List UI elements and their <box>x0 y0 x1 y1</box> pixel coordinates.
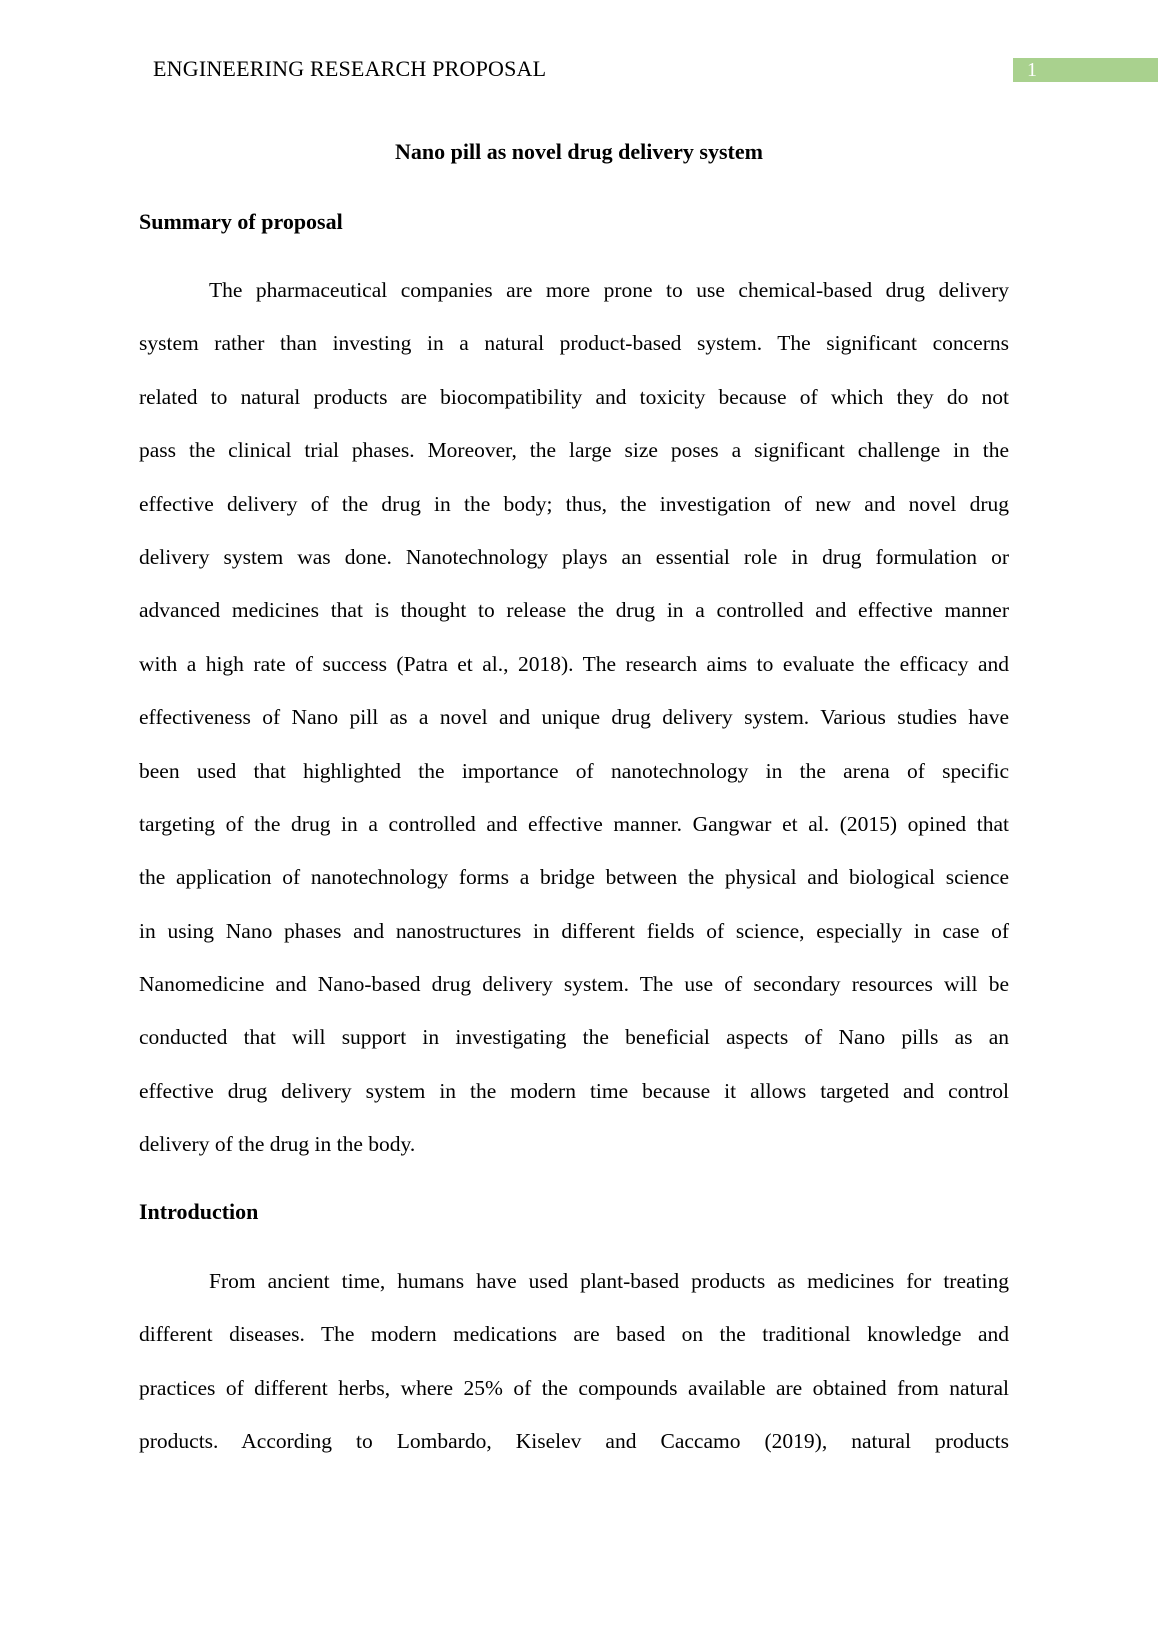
summary-line: The pharmaceutical companies are more prone to use chemical-based drug delivery <box>209 278 1009 302</box>
introduction-paragraph <box>139 1255 1009 1469</box>
document-title: Nano pill as novel drug delivery system <box>395 139 763 164</box>
summary-line: effective drug delivery system in the modern time because it allows targeted and control <box>139 1078 1009 1103</box>
page-number-bar <box>1013 58 1158 82</box>
summary-line: been used that highlighted the importance of nanotechnology in the arena of specific <box>139 758 1009 783</box>
summary-paragraph <box>139 264 1009 1172</box>
introduction-line: different diseases. The modern medications are based on the traditional knowledge and <box>139 1322 1009 1347</box>
summary-line: delivery system was done. Nanotechnology plays an essential role in drug formulation or <box>139 544 1009 569</box>
summary-line: related to natural products are biocompatibility and toxicity because of which they do not <box>139 384 1009 409</box>
summary-line: in using Nano phases and nanostructures in different fields of science, especially in case of <box>139 918 1009 943</box>
summary-line: system rather than investing in a natural product-based system. The significant concerns <box>139 331 1009 356</box>
running-head: ENGINEERING RESEARCH PROPOSAL <box>153 56 547 81</box>
introduction-line: products. According to Lombardo, Kiselev and Caccamo (2019), natural products <box>139 1429 1009 1454</box>
summary-line: Nanomedicine and Nano-based drug delivery system. The use of secondary resources will be <box>139 972 1009 997</box>
summary-line: pass the clinical trial phases. Moreover, the large size poses a significant challenge in the <box>139 438 1009 463</box>
summary-line: advanced medicines that is thought to release the drug in a controlled and effective manner <box>139 598 1009 623</box>
summary-line: targeting of the drug in a controlled and effective manner. Gangwar et al. (2015) opined that <box>139 811 1009 836</box>
summary-line: with a high rate of success (Patra et al., 2018). The research aims to evaluate the efficacy and <box>139 651 1009 676</box>
introduction-line: practices of different herbs, where 25% of the compounds available are obtained from natural <box>139 1375 1009 1400</box>
page-number: 1 <box>1027 59 1037 81</box>
summary-line: conducted that will support in investigating the beneficial aspects of Nano pills as an <box>139 1025 1009 1050</box>
summary-line: effective delivery of the drug in the body; thus, the investigation of new and novel drug <box>139 491 1009 516</box>
summary-line: delivery of the drug in the body. <box>139 1132 416 1157</box>
summary-heading: Summary of proposal <box>139 209 343 234</box>
introduction-heading: Introduction <box>139 1199 259 1224</box>
summary-line: the application of nanotechnology forms a bridge between the physical and biological science <box>139 865 1009 890</box>
introduction-line: From ancient time, humans have used plant-based products as medicines for treating <box>209 1269 1009 1293</box>
summary-line: effectiveness of Nano pill as a novel and unique drug delivery system. Various studies have <box>139 705 1009 730</box>
